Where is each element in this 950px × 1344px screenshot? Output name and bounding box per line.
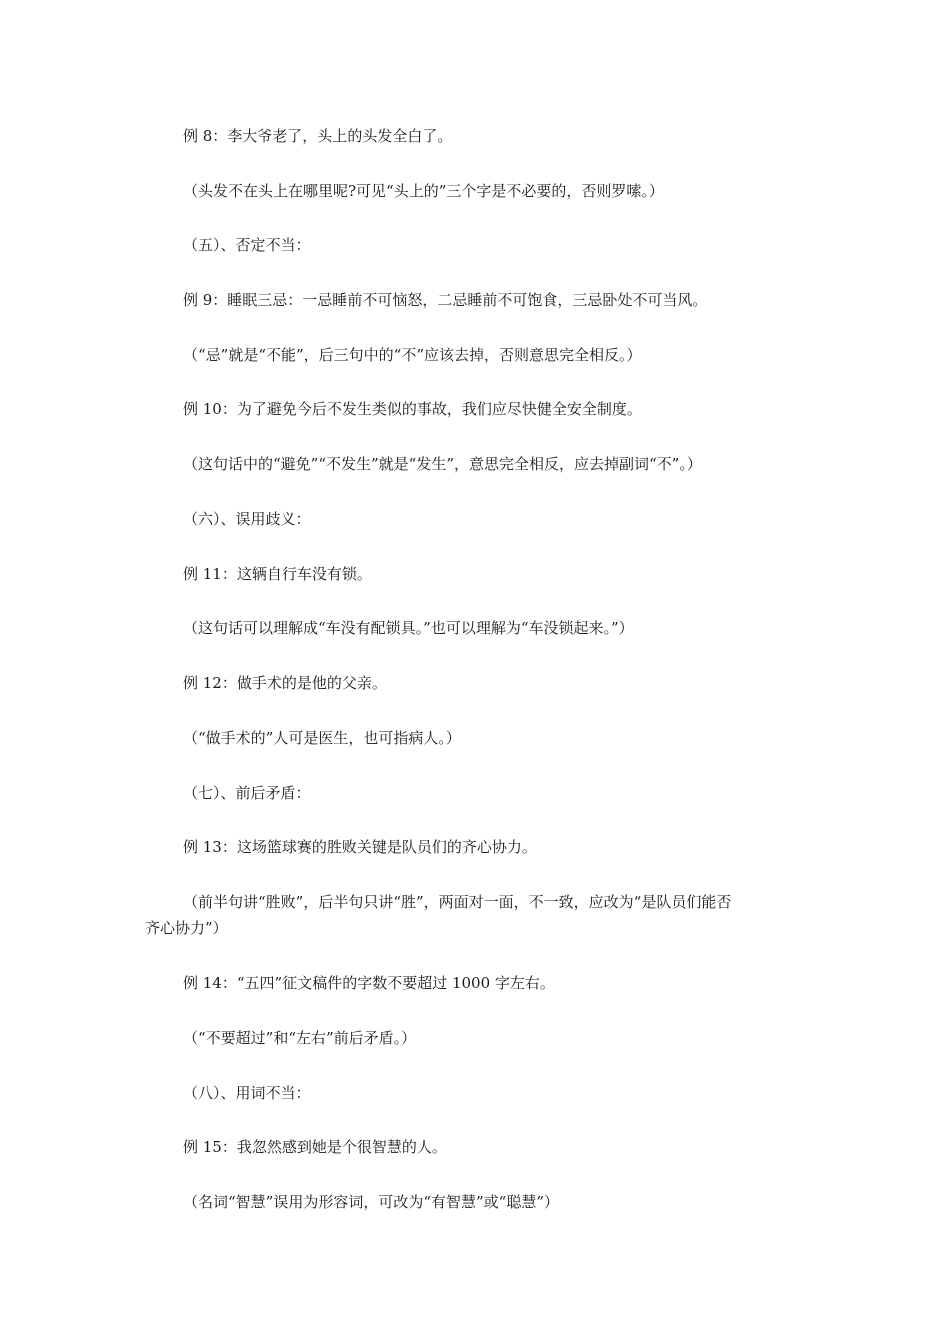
- example-14: 例 14：“五四”征文稿件的字数不要超过 1000 字左右。: [183, 974, 555, 992]
- note-13-line-2: 齐心协力”）: [145, 919, 228, 937]
- note-14: （“不要超过”和“左右”前后矛盾。）: [183, 1029, 417, 1047]
- example-11: 例 11：这辆自行车没有锁。: [183, 565, 372, 583]
- example-12: 例 12：做手术的是他的父亲。: [183, 674, 387, 692]
- example-8: 例 8：李大爷老了，头上的头发全白了。: [183, 127, 453, 145]
- note-11: （这句话可以理解成“车没有配锁具。”也可以理解为“车没锁起来。”）: [183, 619, 634, 637]
- heading-8: （八）、用词不当：: [183, 1084, 311, 1102]
- note-12: （“做手术的”人可是医生，也可指病人。）: [183, 729, 461, 747]
- note-13-line-1: （前半句讲“胜败”，后半句只讲“胜”，两面对一面，不一致，应改为“是队员们能否: [183, 893, 732, 911]
- note-13: [145, 889, 815, 941]
- example-9: 例 9：睡眠三忌：一忌睡前不可恼怒，二忌睡前不可饱食，三忌卧处不可当风。: [183, 291, 708, 309]
- note-9: （“忌”就是“不能”，后三句中的“不”应该去掉，否则意思完全相反。）: [183, 346, 642, 364]
- heading-6: （六）、误用歧义：: [183, 510, 311, 528]
- note-8: （头发不在头上在哪里呢?可见“头上的”三个字是不必要的，否则罗嗦。）: [183, 182, 664, 200]
- heading-5: （五）、否定不当：: [183, 236, 311, 254]
- example-10: 例 10：为了避免今后不发生类似的事故，我们应尽快健全安全制度。: [183, 400, 642, 418]
- example-15: 例 15：我忽然感到她是个很智慧的人。: [183, 1138, 447, 1156]
- example-13: 例 13：这场篮球赛的胜败关键是队员们的齐心协力。: [183, 838, 537, 856]
- note-15: （名词“智慧”误用为形容词，可改为“有智慧”或“聪慧”）: [183, 1193, 560, 1211]
- note-10: （这句话中的“避免”“不发生”就是“发生”，意思完全相反，应去掉副词“不”。）: [183, 455, 702, 473]
- heading-7: （七）、前后矛盾：: [183, 784, 311, 802]
